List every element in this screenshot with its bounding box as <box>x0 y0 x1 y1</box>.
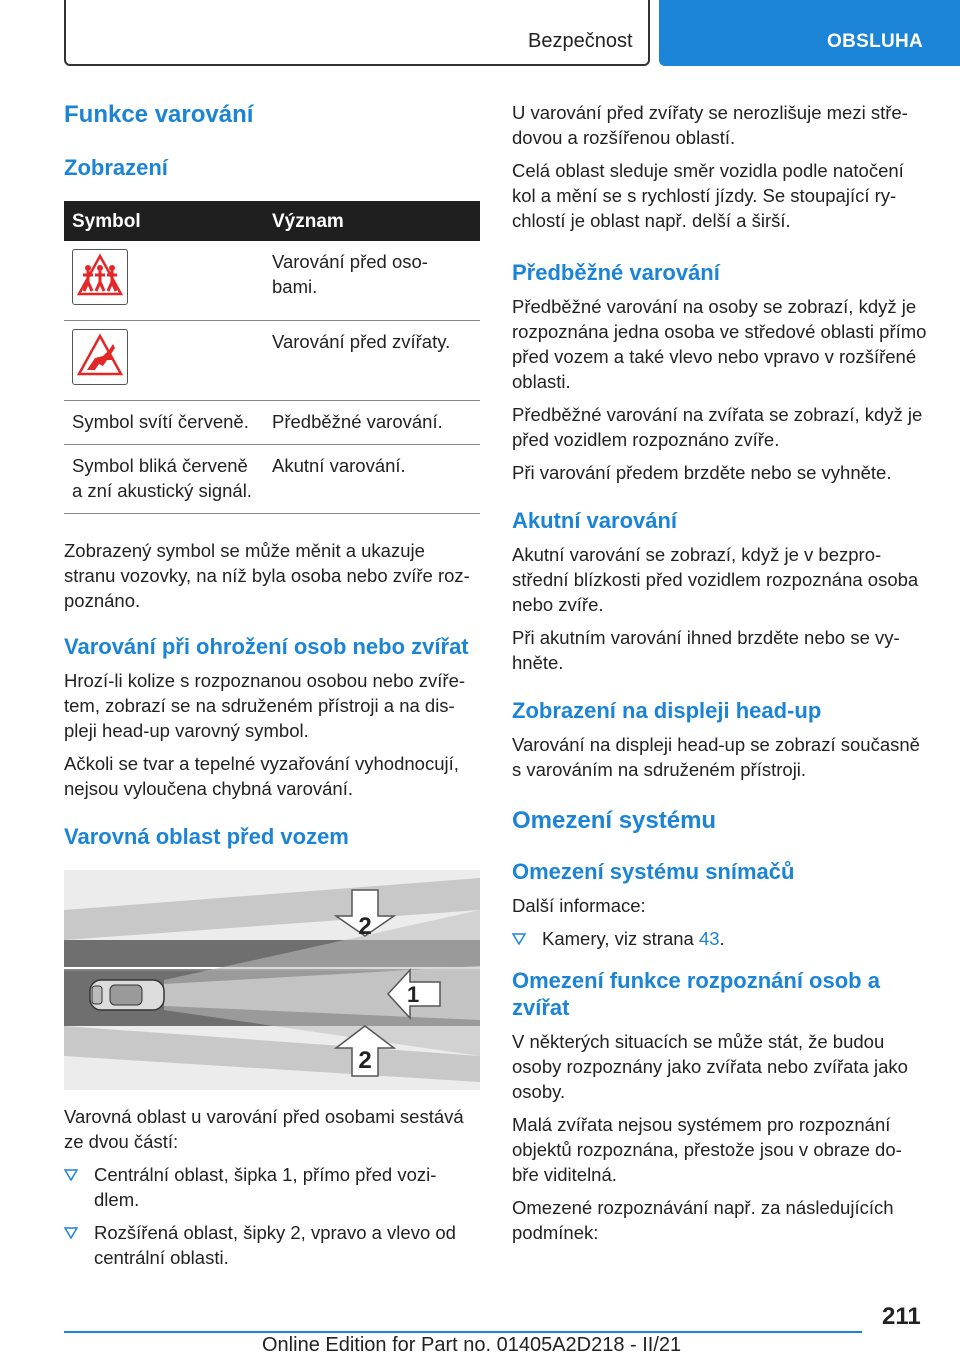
display-text: Zobrazený symbol se může měnit a ukazuje stranu vozovky, na níž byla osoba nebo zvíře roz-poznáno. <box>64 540 470 611</box>
function-limits-heading: Omezení funkce rozpoznání osob a zvířat <box>512 968 880 1020</box>
pre-warning-heading: Předběžné varování <box>512 260 720 285</box>
table-row <box>64 241 480 321</box>
footer-edition: Online Edition for Part no. 01405A2D218 - II/21 <box>262 1334 682 1356</box>
table-header-meaning: Význam <box>264 201 480 241</box>
symbol-table <box>64 201 480 514</box>
pre-warning-paragraph-1: Předběžné varování na osoby se zobrazí, když je rozpoznána jedna osoba ve středové oblasti přímo před vozem a také vlevo nebo vpravo v rozšířené oblasti. <box>512 296 927 392</box>
section-title: Funkce varování <box>64 101 254 128</box>
threat-heading: Varování při ohrožení osob nebo zvířat <box>64 634 469 659</box>
list-item: Kamery, viz strana 43. <box>512 926 928 951</box>
header-chapter-title: OBSLUHA <box>827 31 924 52</box>
sensor-limits-heading: Omezení systému snímačů <box>512 859 795 884</box>
bullet-triangle-icon <box>512 933 526 945</box>
list-item: Rozšířená oblast, šipky 2, vpravo a vlevo od centrální oblasti. <box>64 1220 480 1270</box>
animal-warning-icon <box>72 329 128 385</box>
limits-title: Omezení systému <box>512 807 717 834</box>
bullet-triangle-icon <box>64 1169 78 1181</box>
pre-warning-paragraph-3: Při varování předem brzděte nebo se vyhněte. <box>512 462 892 483</box>
table-row <box>64 321 480 401</box>
display-heading: Zobrazení <box>64 155 168 180</box>
acute-warning-paragraph-2: Při akutním varování ihned brzděte nebo se vy-hněte. <box>512 627 900 673</box>
bullet-triangle-icon <box>64 1227 78 1239</box>
whole-zone-text: Celá oblast sleduje směr vozidla podle natočení kol a mění se s rychlostí jízdy. Se stoupající ry-chlostí je oblast např. delší a širší. <box>512 160 904 231</box>
hud-heading: Zobrazení na displeji head-up <box>512 698 822 723</box>
arrow-label-upper: 2 <box>358 913 372 940</box>
acute-warning-paragraph-1: Akutní varování se zobrazí, když je v bezpro-střední blízkosti před vozidlem rozpoznána osoba nebo zvíře. <box>512 544 919 615</box>
arrow-label-lower: 2 <box>358 1047 372 1074</box>
left-column <box>64 100 480 1278</box>
car-icon <box>90 980 164 1010</box>
footer-divider <box>64 1331 862 1333</box>
zone-text: Varovná oblast u varování před osobami sestává ze dvou částí: <box>64 1106 464 1152</box>
row-symbol: Symbol svítí červeně. <box>64 401 264 445</box>
warning-zone-figure <box>64 870 480 1090</box>
table-header-symbol: Symbol <box>64 201 264 241</box>
sensor-limits-paragraph: Další informace: <box>512 895 646 916</box>
animals-text: U varování před zvířaty se nerozlišuje mezi stře-dovou a rozšířenou oblastí. <box>512 102 908 148</box>
page-number: 211 <box>882 1303 921 1330</box>
threat-paragraph-1: Hrozí-li kolize s rozpoznanou osobou nebo zvíře-tem, zobrazí se na sdruženém přístroji a na dis-pleji head-up varovný symbol. <box>64 670 466 741</box>
function-limits-paragraph-1: V některých situacích se může stát, že budou osoby rozpoznány jako zvířata nebo zvířata jako osoby. <box>512 1031 908 1102</box>
function-limits-paragraph-2: Malá zvířata nejsou systémem pro rozpoznání objektů rozpoznána, přestože jsou v obraze do-bře viditelná. <box>512 1114 902 1185</box>
hud-paragraph-1: Varování na displeji head-up se zobrazí současně s varováním na sdruženém přístroji. <box>512 734 920 780</box>
page-link[interactable]: 43 <box>698 928 720 949</box>
table-header-row <box>64 201 480 241</box>
zone-heading: Varovná oblast před vozem <box>64 824 349 849</box>
right-column <box>512 100 928 1245</box>
table-row <box>64 445 480 514</box>
row-symbol: Symbol bliká červeně a zní akustický signál. <box>64 445 264 514</box>
list-item: Centrální oblast, šipka 1, přímo před vozi-dlem. <box>64 1162 480 1212</box>
row-meaning: Varování před zvířaty. <box>264 321 480 401</box>
row-meaning: Předběžné varování. <box>264 401 480 445</box>
threat-paragraph-2: Ačkoli se tvar a tepelné vyzařování vyhodnocují, nejsou vyloučena chybná varování. <box>64 753 459 799</box>
sensor-list <box>512 926 928 951</box>
persons-warning-icon <box>72 249 128 305</box>
zone-list <box>64 1162 480 1270</box>
arrow-label-center: 1 <box>407 982 420 1007</box>
header-section-title: Bezpečnost <box>528 30 633 52</box>
table-row <box>64 401 480 445</box>
row-meaning: Akutní varování. <box>264 445 480 514</box>
pre-warning-paragraph-2: Předběžné varování na zvířata se zobrazí, když je před vozidlem rozpoznáno zvíře. <box>512 404 923 450</box>
function-limits-paragraph-3: Omezené rozpoznávání např. za následujících podmínek: <box>512 1197 894 1243</box>
acute-warning-heading: Akutní varování <box>512 508 678 533</box>
row-meaning: Varování před oso-bami. <box>264 241 480 321</box>
